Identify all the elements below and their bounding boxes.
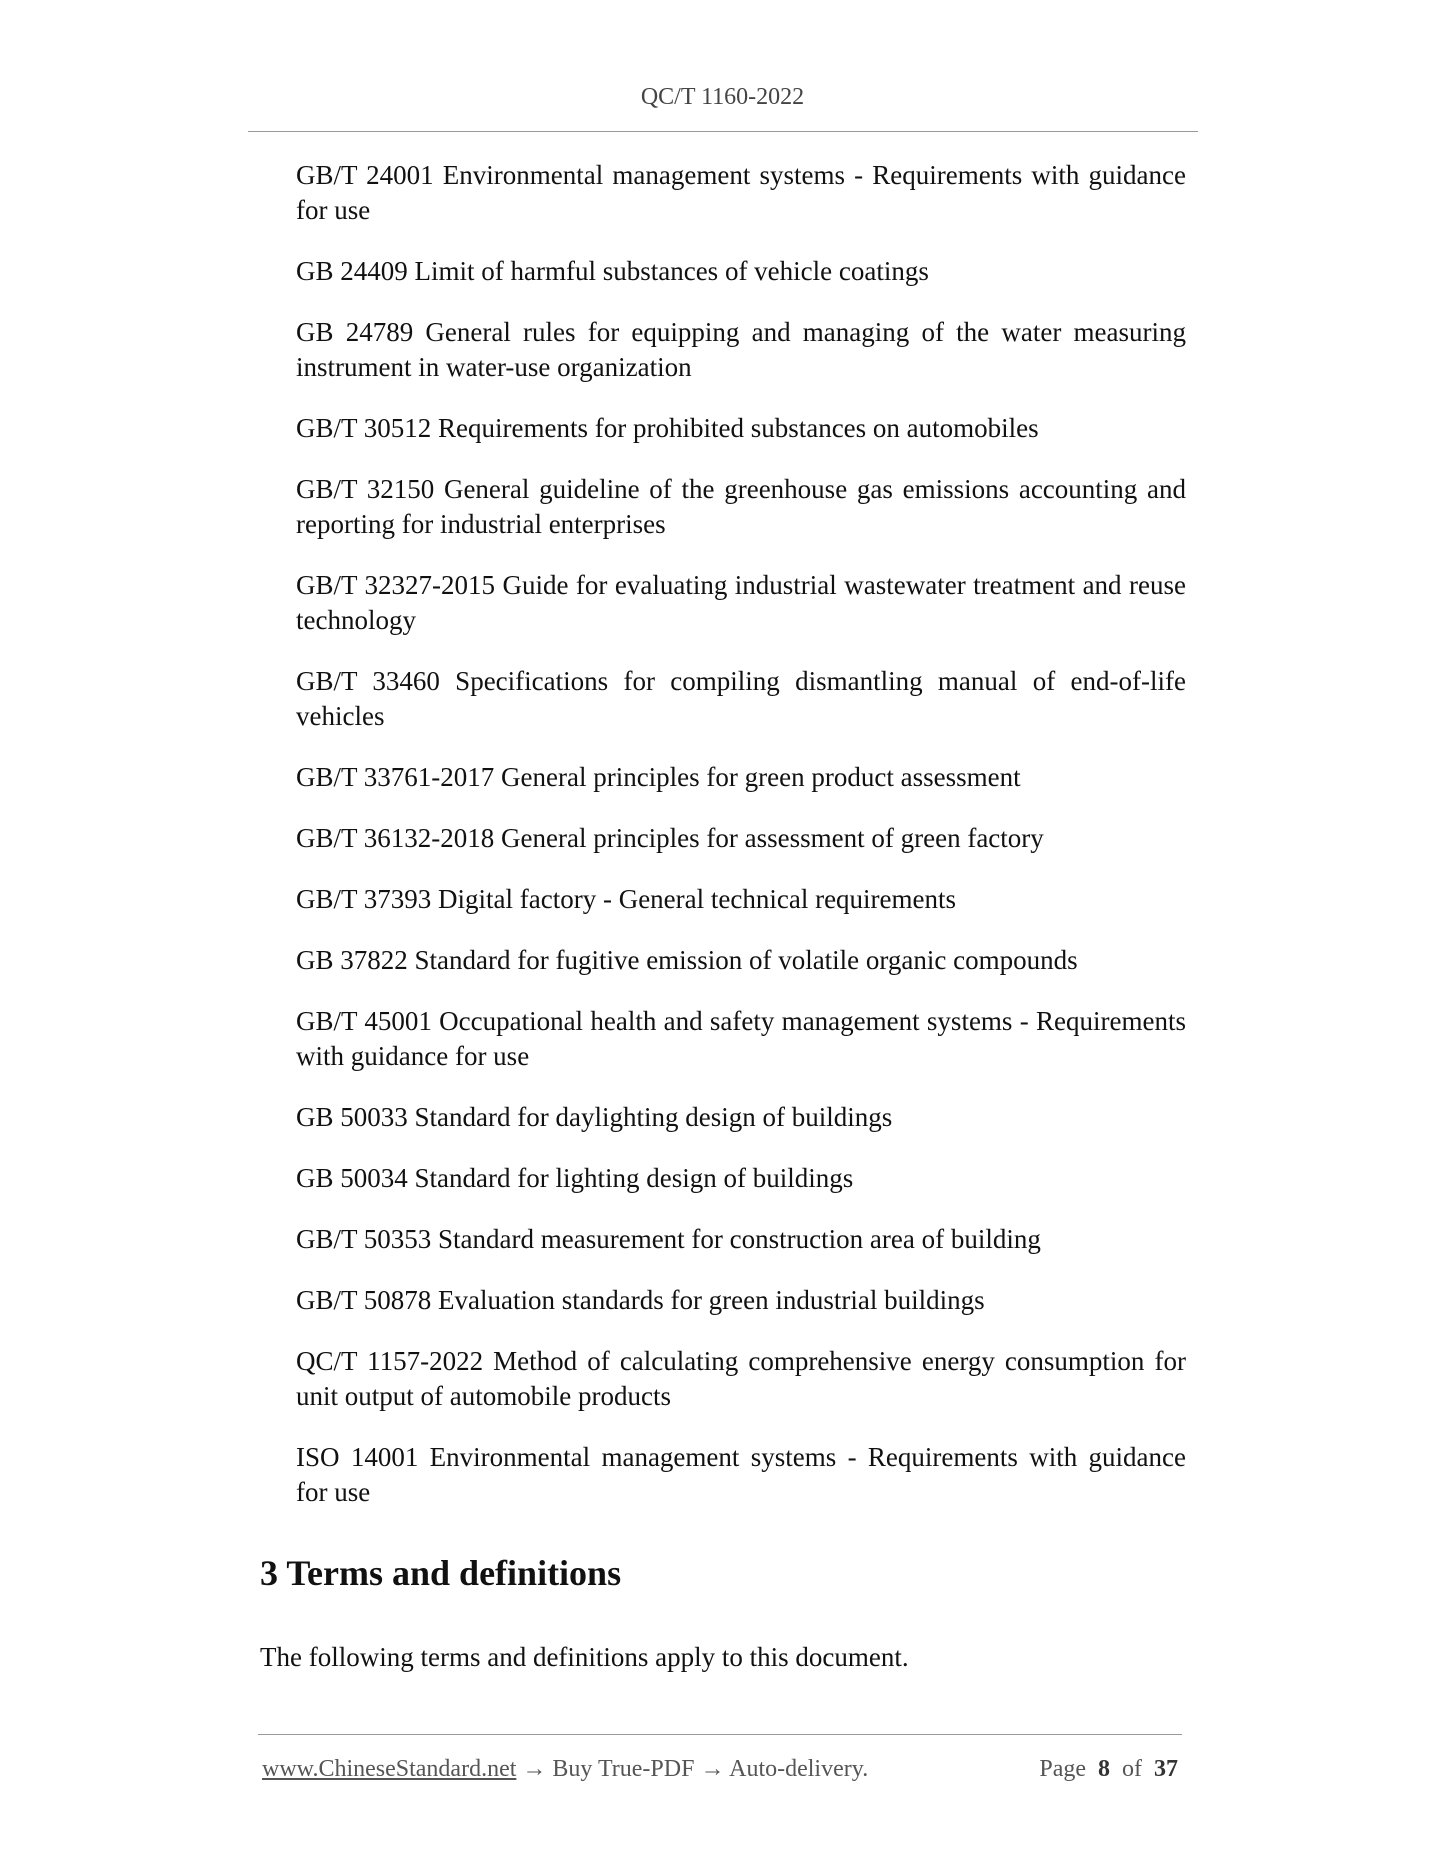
reference-item: ISO 14001 Environmental management systems - Requirements with guidance for use: [296, 1442, 1186, 1507]
page-indicator: [1039, 1753, 1178, 1785]
reference-item: GB/T 36132-2018 General principles for assessment of green factory: [296, 823, 1044, 853]
header-divider: [248, 131, 1198, 132]
reference-item: GB/T 50353 Standard measurement for construction area of building: [296, 1224, 1041, 1254]
reference-item: QC/T 1157-2022 Method of calculating comprehensive energy consumption for unit output of automobile products: [296, 1346, 1186, 1411]
page-number: 8: [1098, 1756, 1110, 1782]
reference-item: GB 50034 Standard for lighting design of buildings: [296, 1163, 854, 1193]
reference-item: GB/T 37393 Digital factory - General technical requirements: [296, 884, 957, 914]
reference-item: GB/T 50878 Evaluation standards for green industrial buildings: [296, 1285, 985, 1315]
section-heading: 3 Terms and definitions: [260, 1553, 622, 1593]
reference-item: GB 24789 General rules for equipping and managing of the water measuring instrument in water-use organization: [296, 317, 1186, 382]
site-link[interactable]: www.ChineseStandard.net: [262, 1756, 517, 1782]
reference-item: GB/T 45001 Occupational health and safety management systems - Requirements with guidance for use: [296, 1006, 1186, 1071]
reference-item: GB/T 33460 Specifications for compiling dismantling manual of end-of-life vehicles: [296, 666, 1186, 731]
page-header: QC/T 1160-2022: [640, 84, 805, 110]
footer-divider: [258, 1734, 1182, 1735]
reference-item: GB 37822 Standard for fugitive emission of volatile organic compounds: [296, 945, 1078, 975]
footer-promo: [262, 1753, 868, 1785]
reference-item: GB/T 32150 General guideline of the greenhouse gas emissions accounting and reporting for industrial enterprises: [296, 474, 1186, 539]
footer-tagline: → Buy True-PDF → Auto-delivery.: [516, 1756, 869, 1782]
page-label: Page: [1039, 1756, 1086, 1782]
reference-item: GB/T 33761-2017 General principles for green product assessment: [296, 762, 1021, 792]
of-label: of: [1122, 1756, 1142, 1782]
total-pages: 37: [1154, 1756, 1178, 1782]
section-intro-text: The following terms and definitions apply to this document.: [260, 1642, 909, 1672]
reference-item: GB/T 30512 Requirements for prohibited substances on automobiles: [296, 413, 1039, 443]
reference-item: GB 24409 Limit of harmful substances of vehicle coatings: [296, 256, 929, 286]
reference-item: GB 50033 Standard for daylighting design of buildings: [296, 1102, 893, 1132]
normative-references-list: [296, 158, 1186, 1536]
reference-item: GB/T 32327-2015 Guide for evaluating industrial wastewater treatment and reuse technology: [296, 570, 1186, 635]
reference-item: GB/T 24001 Environmental management systems - Requirements with guidance for use: [296, 160, 1186, 225]
